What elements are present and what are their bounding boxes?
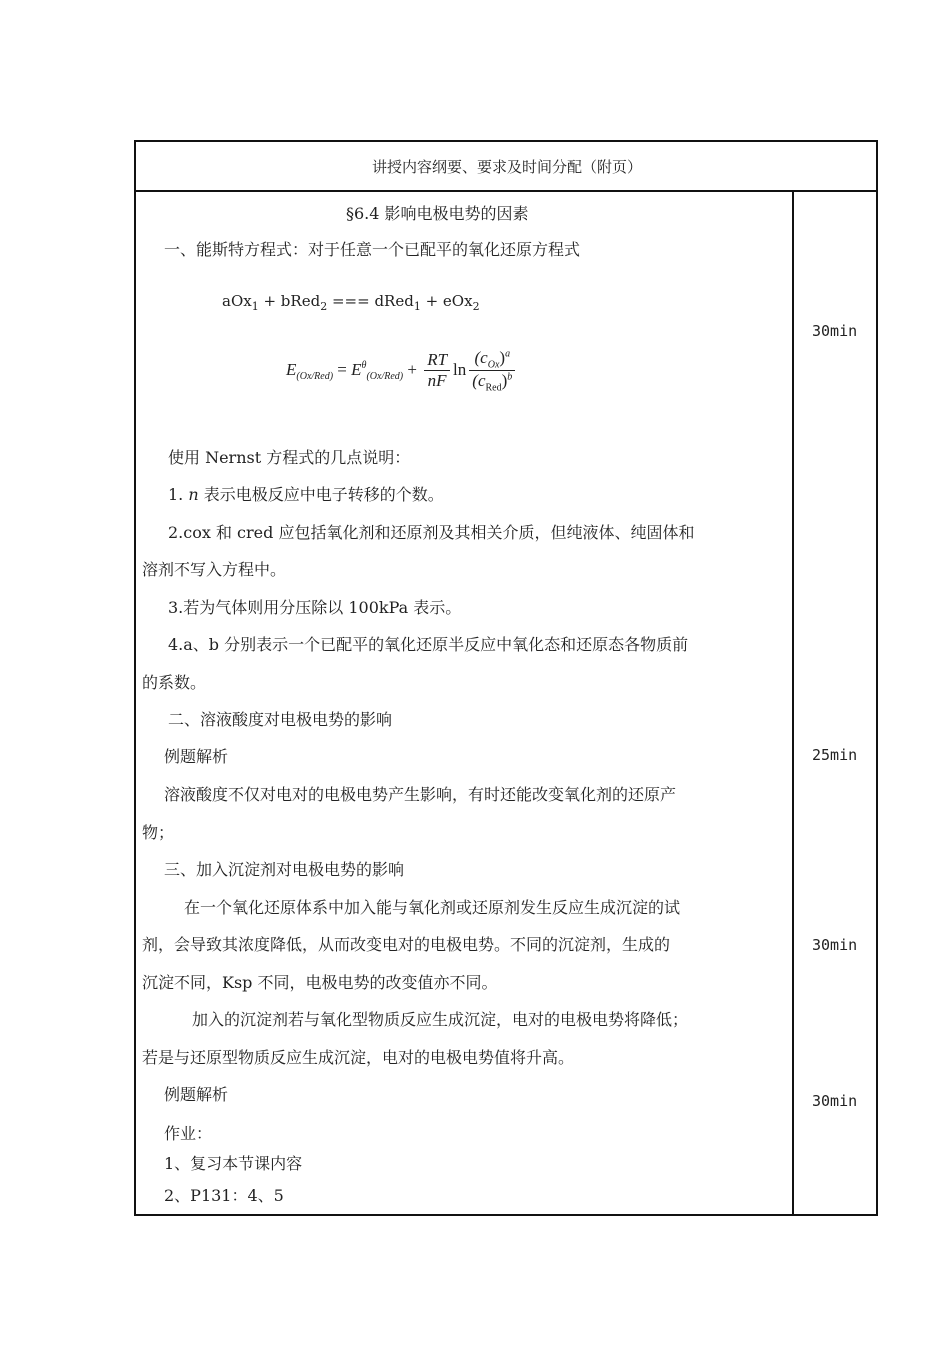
header-divider bbox=[136, 190, 876, 192]
nernst-equation: $E_{(Ox/Red)} = E^\theta_{(Ox/Red)}$ + $\frac{RT}{nF}$ ln $\frac{(c_{Ox})^a}{(c_{Red})^b}$ bbox=[286, 348, 518, 394]
part3-text-2: 剂，会导致其浓度降低，从而改变电对的电极电势。不同的沉淀剂，生成的 bbox=[142, 935, 671, 954]
homework-item-1: 1、复习本节课内容 bbox=[164, 1154, 303, 1173]
time-column-divider bbox=[792, 192, 794, 1214]
lesson-table bbox=[134, 140, 878, 1216]
note-4: 4.a、b 分别表示一个已配平的氧化还原半反应中氧化态和还原态各物质前 bbox=[168, 635, 689, 654]
part3-text-1: 在一个氧化还原体系中加入能与氧化剂或还原剂发生反应生成沉淀的试 bbox=[184, 898, 681, 917]
part3-text-5: 若是与还原型物质反应生成沉淀，电对的电极电势值将升高。 bbox=[142, 1048, 575, 1067]
note-intro: 使用 Nernst 方程式的几点说明： bbox=[168, 448, 411, 467]
part2-title: 二、溶液酸度对电极电势的影响 bbox=[168, 710, 393, 729]
part3-text-3: 沉淀不同，Ksp 不同，电极电势的改变值亦不同。 bbox=[142, 973, 498, 992]
section-title: §6.4 影响电极电势的因素 bbox=[346, 204, 529, 223]
part3-title: 三、加入沉淀剂对电极电势的影响 bbox=[164, 860, 405, 879]
part2-text: 溶液酸度不仅对电对的电极电势产生影响，有时还能改变氧化剂的还原产 bbox=[164, 785, 677, 804]
note-1: 1. n 表示电极反应中电子转移的个数。 bbox=[168, 485, 444, 504]
part3-text-4: 加入的沉淀剂若与氧化型物质反应生成沉淀，电对的电极电势将降低； bbox=[192, 1010, 689, 1029]
time-allocation-2: 25min bbox=[812, 746, 858, 764]
note-4-cont: 的系数。 bbox=[142, 673, 207, 692]
note-2-cont: 溶剂不写入方程中。 bbox=[142, 560, 287, 579]
part1-title: 一、能斯特方程式：对于任意一个已配平的氧化还原方程式 bbox=[164, 240, 581, 259]
homework-item-2: 2、P131：4、5 bbox=[164, 1186, 284, 1205]
note-3: 3.若为气体则用分压除以 100kPa 表示。 bbox=[168, 598, 462, 617]
part3-example: 例题解析 bbox=[164, 1085, 229, 1104]
note-2: 2.cox 和 cred 应包括氧化剂和还原剂及其相关介质，但纯液体、纯固体和 bbox=[168, 523, 695, 542]
time-allocation-4: 30min bbox=[812, 1092, 858, 1110]
reaction-equation: aOx$_1$ + bRed$_2$ === dRed$_1$ + eOx$_2$ bbox=[222, 292, 480, 313]
time-allocation-3: 30min bbox=[812, 936, 858, 954]
part2-text-cont: 物； bbox=[142, 823, 175, 842]
time-allocation-1: 30min bbox=[812, 322, 858, 340]
homework-title: 作业： bbox=[164, 1124, 213, 1143]
table-header: 讲授内容纲要、要求及时间分配（附页） bbox=[371, 158, 642, 176]
part2-example: 例题解析 bbox=[164, 747, 229, 766]
